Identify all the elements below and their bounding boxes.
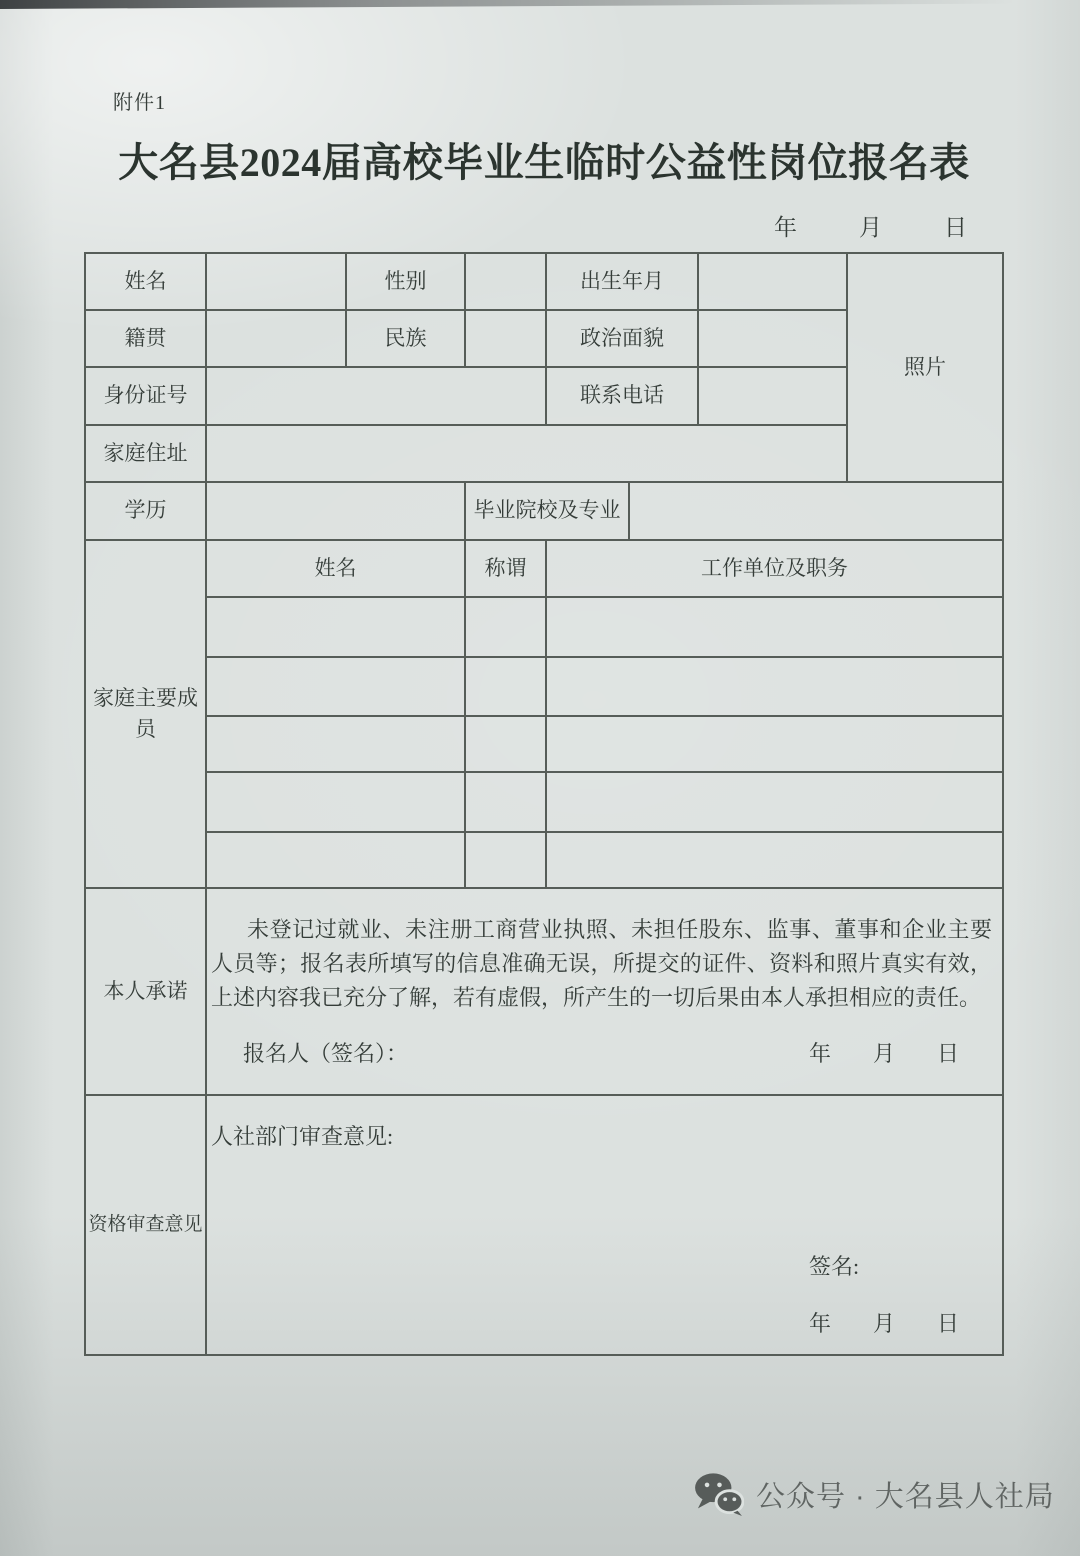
birth-date-label: 出生年月 [546, 253, 698, 310]
commitment-text: 未登记过就业、未注册工商营业执照、未担任股东、监事、董事和企业主要人员等；报名表所填写的信息准确无误，所提交的证件、资料和照片真实有效，上述内容我已充分了解，若有虚假，所产生的一切后果由本人承担相应的责任。 [211, 917, 992, 1010]
applicant-signature-label: 报名人（签名）： [243, 1041, 409, 1066]
family-empty-cell [546, 597, 1003, 657]
name-label: 姓名 [85, 253, 206, 310]
commitment-cell [206, 888, 1003, 1095]
review-sign-label: 签名: [809, 1254, 860, 1279]
phone-value-cell [698, 367, 847, 425]
wechat-watermark-text: 公众号 · 大名县人社局 [756, 1480, 1055, 1513]
family-col-relation: 称谓 [465, 540, 546, 597]
gender-label: 性别 [346, 253, 465, 310]
form-table [85, 253, 1003, 1355]
school-major-label: 毕业院校及专业 [465, 482, 629, 540]
commitment-date-year: 年 [809, 1041, 832, 1066]
commitment-section-label: 本人承诺 [85, 888, 206, 1095]
page-title: 大名县2024届高校毕业生临时公益性岗位报名表 [118, 140, 970, 185]
family-empty-cell [206, 657, 465, 716]
family-empty-cell [465, 716, 546, 772]
id-number-label: 身份证号 [85, 367, 206, 425]
family-empty-cell [465, 597, 546, 657]
wechat-icon [694, 1472, 744, 1516]
address-label: 家庭住址 [85, 425, 206, 482]
phone-label: 联系电话 [546, 367, 698, 425]
school-major-value-cell [629, 482, 1003, 540]
native-place-label: 籍贯 [85, 310, 206, 367]
family-empty-cell [206, 832, 465, 888]
header-date-day: 日 [944, 215, 967, 240]
gender-value-cell [465, 253, 546, 310]
family-empty-cell [465, 772, 546, 832]
family-empty-cell [206, 772, 465, 832]
family-empty-cell [206, 597, 465, 657]
photo-top-edge-shadow [0, 0, 1080, 9]
header-date-year: 年 [774, 215, 797, 240]
family-empty-cell [546, 772, 1003, 832]
header-date-month: 月 [859, 215, 882, 240]
birth-date-value-cell [698, 253, 847, 310]
attachment-label: 附件1 [113, 92, 166, 114]
family-empty-cell [546, 832, 1003, 888]
review-date-year: 年 [809, 1311, 832, 1336]
review-date-line [809, 1307, 959, 1338]
review-section-label: 资格审查意见 [85, 1095, 206, 1355]
education-value-cell [206, 482, 465, 540]
review-cell [206, 1095, 1003, 1355]
commitment-date-day: 日 [936, 1041, 959, 1066]
header-date-line [774, 209, 967, 242]
family-empty-cell [206, 716, 465, 772]
family-empty-cell [546, 657, 1003, 716]
photo-box: 照片 [847, 253, 1003, 482]
family-empty-cell [465, 657, 546, 716]
id-number-value-cell [206, 367, 546, 425]
family-col-workplace: 工作单位及职务 [546, 540, 1003, 597]
address-value-cell [206, 425, 847, 482]
review-date-day: 日 [936, 1311, 959, 1336]
review-signature-block [809, 1250, 959, 1338]
review-date-month: 月 [872, 1311, 895, 1336]
family-section-label: 家庭主要成员 [85, 540, 206, 888]
hr-dept-opinion-label: 人社部门审查意见: [211, 1124, 394, 1149]
family-empty-cell [465, 832, 546, 888]
political-status-label: 政治面貌 [546, 310, 698, 367]
family-empty-cell [546, 716, 1003, 772]
name-value-cell [206, 253, 346, 310]
wechat-watermark [694, 1472, 1055, 1516]
family-col-name: 姓名 [206, 540, 465, 597]
native-place-value-cell [206, 310, 346, 367]
commitment-date-month: 月 [872, 1041, 895, 1066]
education-label: 学历 [85, 482, 206, 540]
commitment-date-line [809, 1037, 959, 1068]
ethnicity-label: 民族 [346, 310, 465, 367]
ethnicity-value-cell [465, 310, 546, 367]
commitment-signature-row [207, 1037, 1002, 1068]
political-status-value-cell [698, 310, 847, 367]
